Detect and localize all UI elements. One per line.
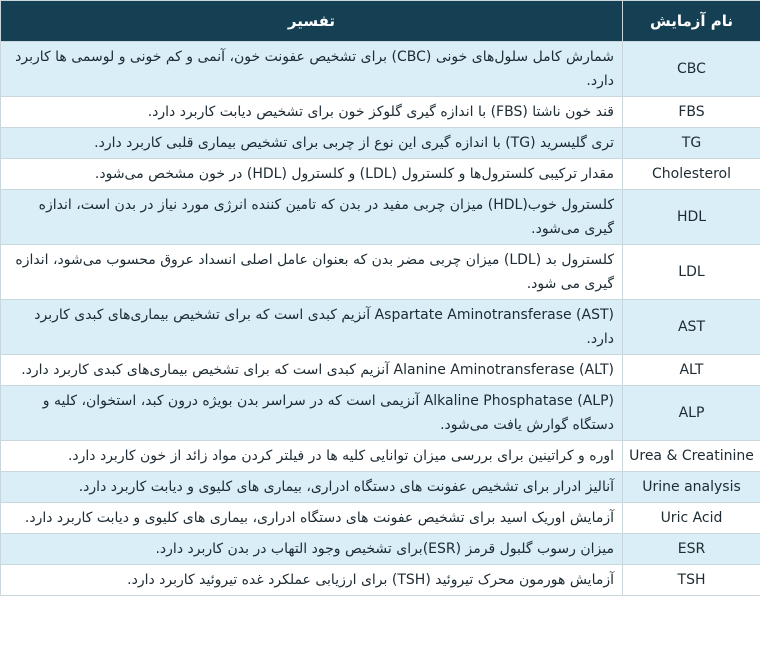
test-name: LDL bbox=[623, 245, 760, 300]
test-name: Cholesterol bbox=[623, 159, 760, 190]
table-row bbox=[1, 565, 760, 596]
header-test-name: نام آزمایش bbox=[623, 1, 760, 42]
table-row bbox=[1, 42, 760, 97]
test-interpretation: کلسترول بد (LDL) میزان چربی مضر بدن که بعنوان عامل اصلی انسداد عروق محسوب می‌شود، اندازه گیری می شود. bbox=[1, 245, 623, 300]
test-interpretation: Alkaline Phosphatase (ALP) آنزیمی است که در سراسر بدن بویژه درون کبد، استخوان، کلیه و دستگاه گوارش یافت می‌شود. bbox=[1, 386, 623, 441]
test-name: TSH bbox=[623, 565, 760, 596]
test-interpretation: آزمایش هورمون محرک تیروئید (TSH) برای ارزیابی عملکرد غده تیروئید کاربرد دارد. bbox=[1, 565, 623, 596]
test-name: TG bbox=[623, 128, 760, 159]
test-name: Uric Acid bbox=[623, 503, 760, 534]
header-interpretation: تفسیر bbox=[1, 1, 623, 42]
test-name: FBS bbox=[623, 97, 760, 128]
test-interpretation: قند خون ناشتا (FBS) با اندازه گیری گلوکز خون برای تشخیص دیابت کاربرد دارد. bbox=[1, 97, 623, 128]
test-interpretation: Aspartate Aminotransferase (AST) آنزیم کبدی است که برای تشخیص بیماری‌های کبدی کاربرد دارد. bbox=[1, 300, 623, 355]
test-name: ESR bbox=[623, 534, 760, 565]
test-interpretation: میزان رسوب گلبول قرمز (ESR)برای تشخیص وجود التهاب در بدن کاربرد دارد. bbox=[1, 534, 623, 565]
table-row bbox=[1, 300, 760, 355]
test-name: HDL bbox=[623, 190, 760, 245]
table-row bbox=[1, 441, 760, 472]
test-name: ALT bbox=[623, 355, 760, 386]
table-row bbox=[1, 159, 760, 190]
test-interpretation: Alanine Aminotransferase (ALT) آنزیم کبدی است که برای تشخیص بیماری‌های کبدی کاربرد دارد. bbox=[1, 355, 623, 386]
test-name: CBC bbox=[623, 42, 760, 97]
test-interpretation: مقدار ترکیبی کلسترول‌ها و کلسترول (LDL) و کلسترول (HDL) در خون مشخص می‌شود. bbox=[1, 159, 623, 190]
table-row bbox=[1, 386, 760, 441]
test-name: Urea & Creatinine bbox=[623, 441, 760, 472]
test-interpretation: تری گلیسرید (TG) با اندازه گیری این نوع از چربی برای تشخیص بیماری قلبی کاربرد دارد. bbox=[1, 128, 623, 159]
table-row bbox=[1, 355, 760, 386]
test-name: ALP bbox=[623, 386, 760, 441]
table-row bbox=[1, 245, 760, 300]
test-interpretation: شمارش کامل سلول‌های خونی (CBC) برای تشخیص عفونت خون، آنمی و کم خونی و لوسمی ها کاربرد دارد. bbox=[1, 42, 623, 97]
table-row bbox=[1, 534, 760, 565]
table-row bbox=[1, 472, 760, 503]
table-row bbox=[1, 128, 760, 159]
table-row bbox=[1, 190, 760, 245]
table-row bbox=[1, 503, 760, 534]
test-interpretation: اوره و کراتینین برای بررسی میزان توانایی کلیه ها در فیلتر کردن مواد زائد از خون کاربرد دارد. bbox=[1, 441, 623, 472]
test-interpretation: آزمایش اوریک اسید برای تشخیص عفونت های دستگاه ادراری، بیماری های کلیوی و دیابت کاربرد دارد. bbox=[1, 503, 623, 534]
test-name: AST bbox=[623, 300, 760, 355]
test-interpretation: کلسترول خوب(HDL) میزان چربی مفید در بدن که تامین کننده انرژی مورد نیاز در بدن است، اندازه گیری می‌شود. bbox=[1, 190, 623, 245]
test-interpretation: آنالیز ادرار برای تشخیص عفونت های دستگاه ادراری، بیماری های کلیوی و دیابت کاربرد دارد. bbox=[1, 472, 623, 503]
table-header-row bbox=[1, 1, 760, 42]
test-name: Urine analysis bbox=[623, 472, 760, 503]
table-row bbox=[1, 97, 760, 128]
